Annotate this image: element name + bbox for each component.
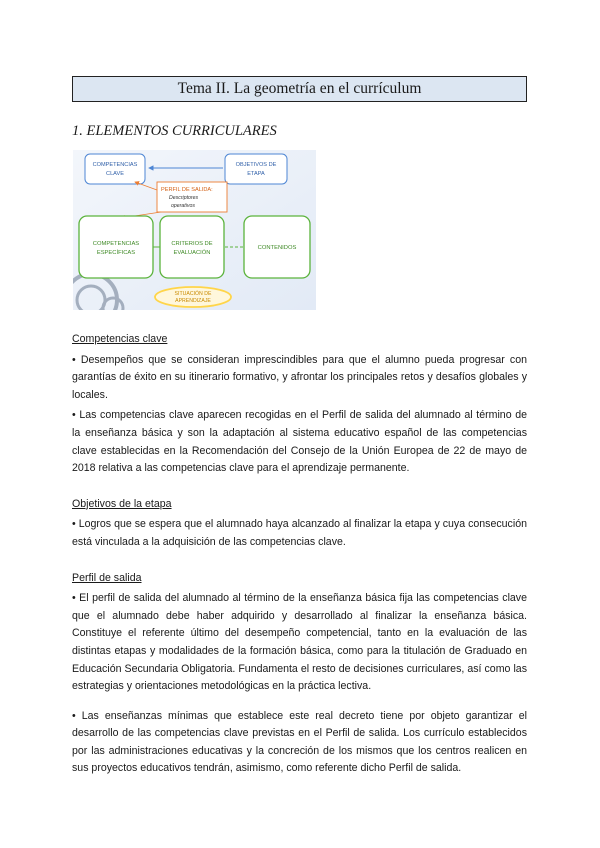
paragraph-objetivos-etapa-1: • Logros que se espera que el alumnado haya alcanzado al finalizar la etapa y cuya consecución está vinculada a la adquisición de las competencias clave.	[72, 518, 527, 548]
heading-competencias-clave: Competencias clave	[72, 333, 168, 345]
criterios-evaluacion-label-1: CRITERIOS DE	[171, 241, 213, 247]
body-text	[72, 331, 527, 778]
competencias-especificas-label-2: ESPECÍFICAS	[96, 250, 136, 256]
situacion-aprendizaje-label-1: SITUACIÓN DE	[174, 291, 212, 297]
objetivos-etapa-box	[225, 154, 287, 184]
curriculum-diagram	[73, 150, 316, 310]
perfil-salida-desc-1: Descriptores	[169, 195, 199, 201]
objetivos-etapa-label-1: OBJETIVOS DE	[235, 162, 277, 168]
situacion-aprendizaje-ellipse	[155, 287, 231, 307]
paragraph-perfil-salida-1: • El perfil de salida del alumnado al término de la enseñanza básica fija las competencias clave que el alumnado debe haber adquirido y desarrollado al finalizar la enseñanza básica. Constituye el referente último del desempeño competencial, tanto en la evaluación de las distintas etapas y modalidades de la formación básica, como para la titulación de Graduado en Educación Secundaria Obligatoria. Fundamenta el resto de decisiones curriculares, así como las estrategias y orientaciones metodológicas en la práctica lectiva.	[72, 592, 527, 693]
competencias-especificas-label-1: COMPETENCIAS	[92, 241, 140, 247]
competencias-clave-box	[85, 154, 145, 184]
contenidos-label: CONTENIDOS	[257, 245, 297, 251]
page-title: Tema II. La geometría en el currículum	[177, 80, 422, 97]
situacion-aprendizaje-label-2: APRENDIZAJE	[175, 298, 211, 304]
competencias-clave-label-1: COMPETENCIAS	[92, 162, 138, 168]
criterios-evaluacion-box	[160, 216, 224, 278]
page-title-box	[72, 76, 527, 102]
perfil-salida-desc-2: operativos	[171, 203, 195, 209]
paragraph-competencias-clave-1: • Desempeños que se consideran imprescindibles para que el alumno pueda progresar con garantías de éxito en su itinerario formativo, y afrontar los principales retos y desafíos globales y locales.	[72, 353, 527, 401]
perfil-salida-label: PERFIL DE SALIDA:	[161, 187, 213, 193]
objetivos-etapa-label-2: ETAPA	[247, 171, 265, 177]
criterios-evaluacion-label-2: EVALUACIÓN	[173, 250, 211, 256]
heading-objetivos-etapa: Objetivos de la etapa	[72, 497, 172, 510]
paragraph-competencias-clave-2: • Las competencias clave aparecen recogidas en el Perfil de salida del alumnado al término de la enseñanza básica y son la adaptación al sistema educativo español de las competencias clave establecidas en la Recomendación del Consejo de la Unión Europea de 22 de mayo de 2018 relativa a las competencias clave para el aprendizaje permanente.	[72, 409, 527, 475]
section-title: 1. ELEMENTOS CURRICULARES	[72, 123, 277, 139]
competencias-clave-label-2: CLAVE	[106, 171, 124, 177]
competencias-especificas-box	[79, 216, 153, 278]
heading-perfil-salida: Perfil de salida	[72, 571, 142, 584]
paragraph-perfil-salida-2: • Las enseñanzas mínimas que establece este real decreto tiene por objeto garantizar el desarrollo de las competencias clave previstas en el Perfil de salida. Los currículo establecidos por las administraciones educativas y la concreción de los mismos que los centros realicen en sus proyectos educativos tendrán, asimismo, como referente dicho Perfil de salida.	[72, 709, 527, 775]
